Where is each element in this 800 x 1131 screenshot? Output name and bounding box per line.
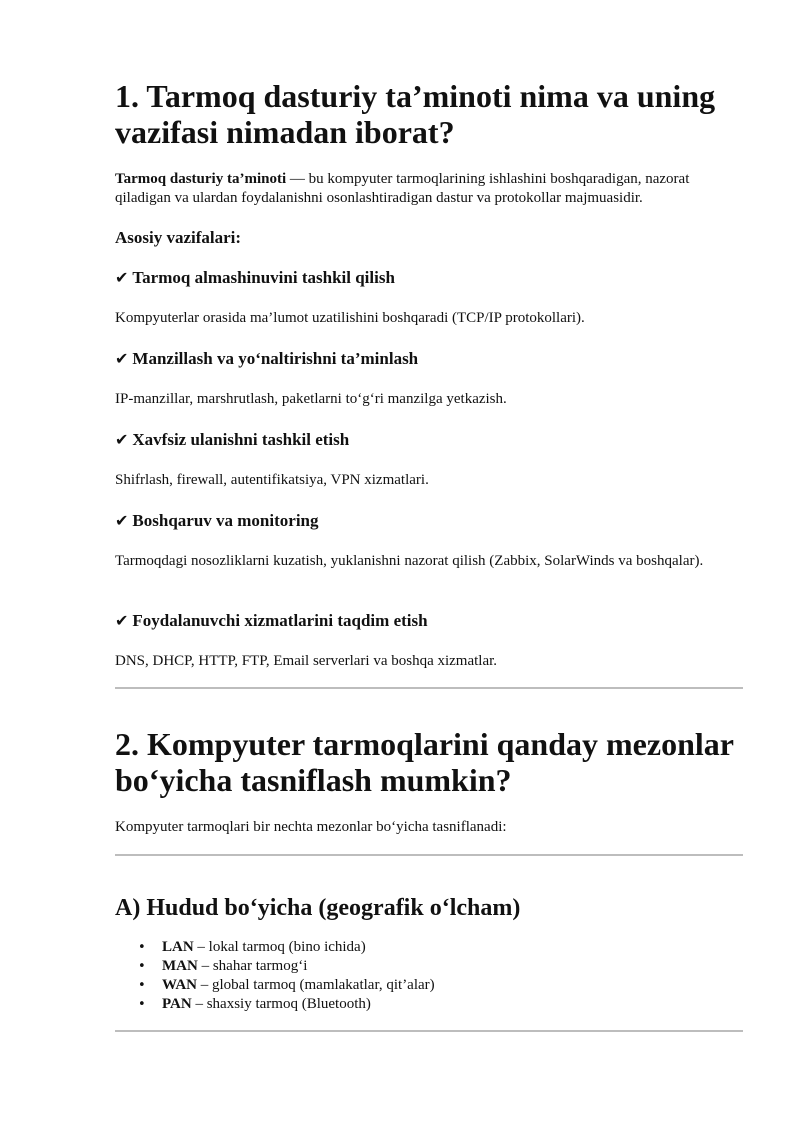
- definition-text: — bu kompyuter tarmoqlarining ishlashini boshqaradigan, nazorat qiladigan va ulardan foydalanishni osonlashtiradigan dastur va protokollar majmuasidir.: [115, 171, 690, 206]
- subsection-a-heading: A) Hudud bo‘yicha (geografik o‘lcham): [115, 895, 521, 921]
- checkmark-icon: ✔: [115, 511, 129, 530]
- section-2-intro: Kompyuter tarmoqlari bir nechta mezonlar bo‘yicha tasniflanadi:: [115, 819, 507, 835]
- task-title: [115, 429, 743, 450]
- list-item: [115, 938, 743, 957]
- list-item-term: MAN: [162, 958, 198, 974]
- list-item: [115, 995, 743, 1014]
- task-title-text: Manzillash va yo‘naltirishni ta’minlash: [132, 349, 419, 368]
- definition-term: Tarmoq dasturiy ta’minoti: [115, 171, 287, 187]
- task-description: DNS, DHCP, HTTP, FTP, Email serverlari va boshqa xizmatlar.: [115, 653, 498, 669]
- bullet-icon: •: [138, 978, 146, 993]
- task-title: [115, 510, 743, 531]
- task-title-text: Tarmoq almashinuvini tashkil qilish: [132, 268, 395, 287]
- task-title: [115, 348, 743, 369]
- network-types-list: [115, 938, 743, 1014]
- list-item-text: – global tarmoq (mamlakatlar, qit’alar): [197, 977, 435, 993]
- list-item-term: LAN: [162, 939, 194, 955]
- list-item-text: – lokal tarmoq (bino ichida): [193, 939, 366, 955]
- task-title-text: Boshqaruv va monitoring: [132, 511, 319, 530]
- divider: [115, 854, 743, 856]
- checkmark-icon: ✔: [115, 349, 129, 368]
- task-title-text: Xavfsiz ulanishni tashkil etish: [132, 430, 350, 449]
- divider: [115, 1030, 743, 1032]
- task-title: [115, 267, 743, 288]
- list-item: [115, 976, 743, 995]
- checkmark-icon: ✔: [115, 268, 129, 287]
- task-title-text: Foydalanuvchi xizmatlarini taqdim etish: [132, 611, 428, 630]
- list-item: [115, 957, 743, 976]
- bullet-icon: •: [138, 959, 146, 974]
- section-1-heading: 1. Tarmoq dasturiy ta’minoti nima va uning vazifasi nimadan iborat?: [115, 78, 716, 150]
- definition-paragraph: [115, 170, 743, 208]
- task-description: Shifrlash, firewall, autentifikatsiya, VPN xizmatlari.: [115, 472, 429, 488]
- task-description: IP-manzillar, marshrutlash, paketlarni to‘g‘ri manzilga yetkazish.: [115, 391, 507, 407]
- list-item-text: – shaxsiy tarmoq (Bluetooth): [191, 996, 371, 1012]
- bullet-icon: •: [138, 997, 146, 1012]
- tasks-heading: Asosiy vazifalari:: [115, 228, 242, 247]
- task-description: Tarmoqdagi nosozliklarni kuzatish, yuklanishni nazorat qilish (Zabbix, SolarWinds va boshqalar).: [115, 553, 704, 569]
- checkmark-icon: ✔: [115, 611, 129, 630]
- task-title: [115, 610, 743, 631]
- list-item-term: WAN: [162, 977, 198, 993]
- bullet-icon: •: [138, 940, 146, 955]
- section-2-heading: 2. Kompyuter tarmoqlarini qanday mezonlar bo‘yicha tasniflash mumkin?: [115, 726, 734, 798]
- task-description: Kompyuterlar orasida ma’lumot uzatilishini boshqaradi (TCP/IP protokollari).: [115, 310, 585, 326]
- list-item-term: PAN: [162, 996, 192, 1012]
- checkmark-icon: ✔: [115, 430, 129, 449]
- divider: [115, 687, 743, 689]
- list-item-text: – shahar tarmog‘i: [197, 958, 308, 974]
